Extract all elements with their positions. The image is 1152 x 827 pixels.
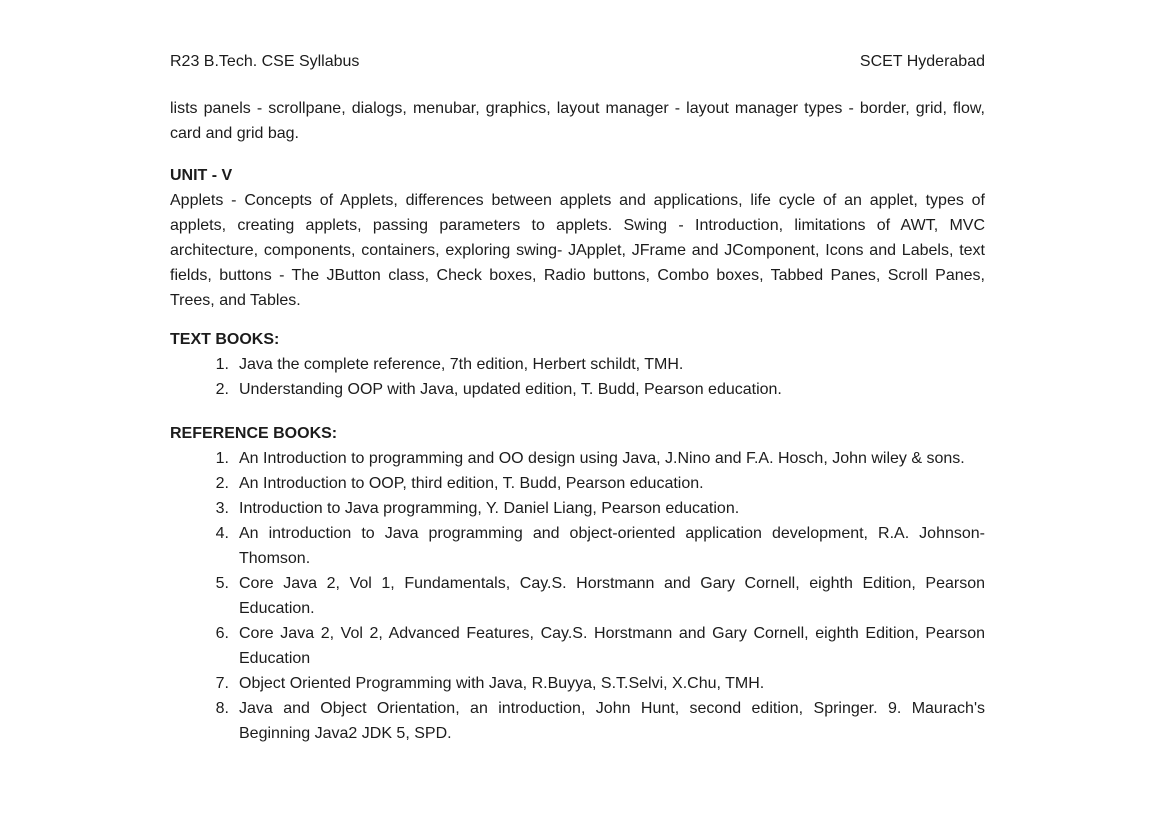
list-item: 2. An Introduction to OOP, third edition, T. Budd, Pearson education. xyxy=(237,471,985,496)
list-item: 5. Core Java 2, Vol 1, Fundamentals, Cay.S. Horstmann and Gary Cornell, eighth Edition, Pearson Education. xyxy=(237,571,985,621)
reference-books-list xyxy=(170,446,985,746)
text-books-section xyxy=(170,327,985,402)
list-item: 1. An Introduction to programming and OO design using Java, J.Nino and F.A. Hosch, John wiley & sons. xyxy=(237,446,985,471)
reference-books-heading: REFERENCE BOOKS: xyxy=(170,425,338,442)
header-right-institution: SCET Hyderabad xyxy=(859,53,985,70)
text-books-list xyxy=(170,352,985,402)
reference-books-section xyxy=(170,421,985,746)
header-left-title: R23 B.Tech. CSE Syllabus xyxy=(170,53,360,70)
list-item: 6. Core Java 2, Vol 2, Advanced Features, Cay.S. Horstmann and Gary Cornell, eighth Edition, Pearson Education xyxy=(237,621,985,671)
unit-v-body: Applets - Concepts of Applets, differences between applets and applications, life cycle of an applet, types of applets, creating applets, passing parameters to applets. Swing - Introduction, limitations of AWT, MVC architecture, components, containers, exploring swing- JApplet, JFrame and JComponent, Icons and Labels, text fields, buttons - The JButton class, Check boxes, Radio buttons, Combo boxes, Tabbed Panes, Scroll Panes, Trees, and Tables. xyxy=(170,192,985,309)
unit-v-section xyxy=(170,163,985,313)
list-item: 3. Introduction to Java programming, Y. Daniel Liang, Pearson education. xyxy=(237,496,985,521)
intro-paragraph: lists panels - scrollpane, dialogs, menubar, graphics, layout manager - layout manager types - border, grid, flow, card and grid bag. xyxy=(170,100,985,142)
list-item: 4. An introduction to Java programming and object-oriented application development, R.A. Johnson- Thomson. xyxy=(237,521,985,571)
page-header xyxy=(170,49,985,74)
list-item: 8. Java and Object Orientation, an introduction, John Hunt, second edition, Springer. 9. Maurach's Beginning Java2 JDK 5, SPD. xyxy=(237,696,985,746)
text-books-heading: TEXT BOOKS: xyxy=(170,331,280,348)
unit-v-heading: UNIT - V xyxy=(170,167,233,184)
list-item: 7. Object Oriented Programming with Java, R.Buyya, S.T.Selvi, X.Chu, TMH. xyxy=(237,671,985,696)
list-item: 1. Java the complete reference, 7th edition, Herbert schildt, TMH. xyxy=(237,352,985,377)
list-item: 2. Understanding OOP with Java, updated edition, T. Budd, Pearson education. xyxy=(237,377,985,402)
